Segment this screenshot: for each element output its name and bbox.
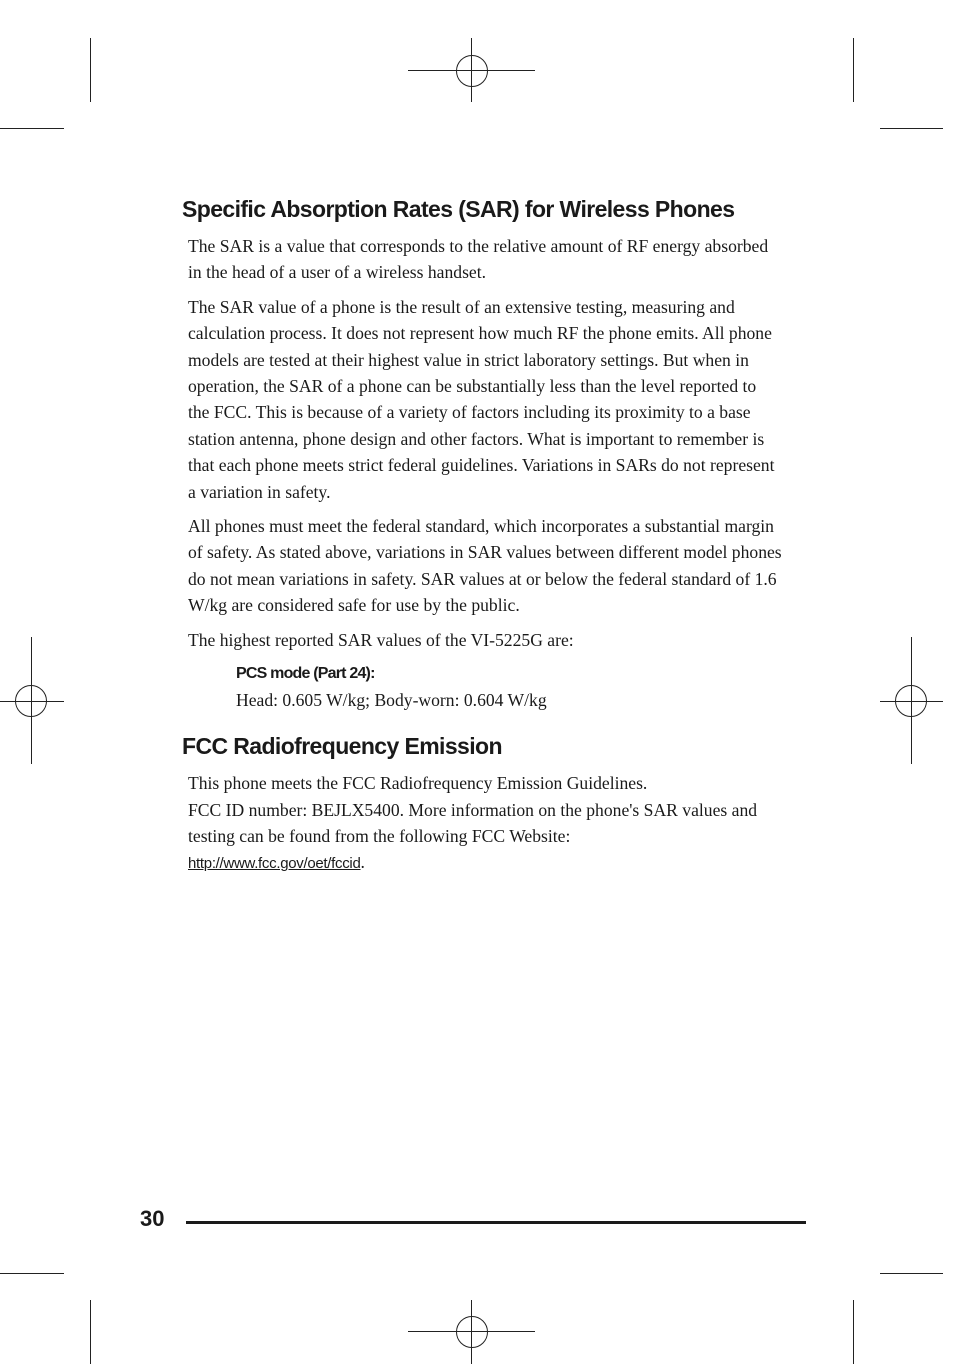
crop-mark xyxy=(880,1273,943,1274)
sar-section-title: Specific Absorption Rates (SAR) for Wireless Phones xyxy=(182,196,735,222)
crop-mark xyxy=(0,128,64,129)
crop-mark xyxy=(90,38,91,102)
fcc-paragraph xyxy=(188,770,782,878)
sar-paragraph: The SAR is a value that corresponds to the relative amount of RF energy absorbed in the head of a user of a wireless handset. xyxy=(188,236,769,283)
crop-mark xyxy=(0,1273,64,1274)
fcc-section-title: FCC Radiofrequency Emission xyxy=(182,733,502,760)
link-suffix: . xyxy=(360,852,365,873)
sar-paragraph: The highest reported SAR values of the VI-5225G are: xyxy=(188,629,574,650)
crop-mark xyxy=(90,1300,91,1364)
page-number: 30 xyxy=(140,1206,165,1231)
sar-paragraph: All phones must meet the federal standard, which incorporates a substantial margin of safety. As stated above, variations in SAR values between different model phones do not mean variations in safety. SAR values at or below the federal standard of 1.6 W/kg are considered safe for use by the public. xyxy=(188,516,782,616)
pcs-mode-label: PCS mode (Part 24): xyxy=(236,665,375,683)
crop-mark xyxy=(853,1300,854,1364)
crop-mark xyxy=(880,128,943,129)
fcc-line-1: This phone meets the FCC Radiofrequency Emission Guidelines. xyxy=(188,773,648,794)
footer-rule xyxy=(186,1221,806,1224)
crop-mark xyxy=(853,38,854,102)
sar-values: Head: 0.605 W/kg; Body-worn: 0.604 W/kg xyxy=(236,690,547,711)
page-content xyxy=(182,196,782,886)
sar-paragraph: The SAR value of a phone is the result of an extensive testing, measuring and calculation process. It does not represent how much RF the phone emits. All phone models are tested at their highest value in strict laboratory settings. But when in operation, the SAR of a phone can be substantially less than the level reported to the FCC. This is because of a variety of factors including its proximity to a base station antenna, phone design and other factors. What is important to remember is that each phone meets strict federal guidelines. Variations in SARs do not represent a variation in safety. xyxy=(188,296,775,502)
fcc-website-link[interactable]: http://www.fcc.gov/oet/fccid xyxy=(188,855,361,873)
fcc-line-2: FCC ID number: BEJLX5400. More information on the phone's SAR values and testing can be found from the following FCC Website: xyxy=(188,799,758,846)
